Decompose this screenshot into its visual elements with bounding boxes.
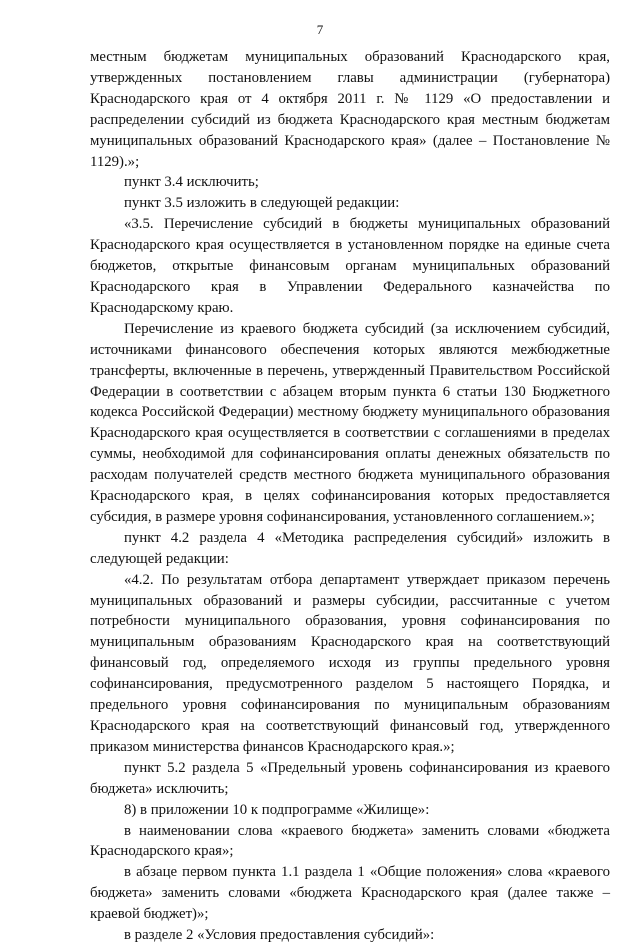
- paragraph-item-4-2-text: «4.2. По результатам отбора департамент утверждает приказом перечень муниципальных образований и размеры субсидии, рассчитанные с учетом потребности муниципального образования, уровня софинансирования по муниципальным образованиям Краснодарского края на соответствующий финансовый год, определяемого исходя из группы предельного уровня софинансирования, предусмотренного разделом 5 настоящего Порядка, и предельного уровня софинансирования по муниципальным образованиям Краснодарского края на соответствующий финансовый год, утвержденного приказом министерства финансов Краснодарского края.»;: [90, 571, 610, 755]
- paragraph-section-2: в разделе 2 «Условия предоставления субсидий»:: [124, 927, 435, 944]
- paragraph-transfer-rules: Перечисление из краевого бюджета субсидий (за исключением субсидий, источниками финансового обеспечения которых являются межбюджетные трансферты, включенные в перечень, утвержденный Правительством Российской Федерации в соответствии с абзацем вторым пункта 6 статьи 130 Бюджетного кодекса Российской Федерации) местному бюджету муниципального образования Краснодарского края осуществляется в соответствии с соглашениями в пределах суммы, необходимой для софинансирования оплаты денежных обязательств по расходам получателей средств местного бюджета муниципального образования Краснодарского края, в целях софинансирования которых предоставляется субсидия, в размере уровня софинансирования, установленного соглашением.»;: [90, 320, 610, 525]
- paragraph-appendix-10: 8) в приложении 10 к подпрограмме «Жилище»:: [124, 801, 430, 818]
- paragraph-item-1-1: в абзаце первом пункта 1.1 раздела 1 «Общие положения» слова «краевого бюджета» заменить словами «бюджета Краснодарского края (далее также – краевой бюджет)»;: [90, 864, 610, 923]
- paragraph-item-3-5-intro: пункт 3.5 изложить в следующей редакции:: [124, 195, 400, 212]
- paragraph-title-change: в наименовании слова «краевого бюджета» заменить словами «бюджета Краснодарского края»;: [90, 822, 610, 860]
- paragraph-item-4-2-intro: пункт 4.2 раздела 4 «Методика распределения субсидий» изложить в следующей редакции:: [90, 529, 610, 567]
- paragraph-item-3-4: пункт 3.4 исключить;: [124, 174, 259, 191]
- paragraph-continuation: местным бюджетам муниципальных образований Краснодарского края, утвержденных постановлением главы администрации (губернатора) Краснодарского края от 4 октября 2011 г. № 1129 «О предоставлении и распределении субсидий из бюджета Краснодарского края местным бюджетам муниципальных образований Краснодарского края» (далее – Постановление № 1129).»;: [90, 49, 610, 170]
- page-number: 7: [316, 22, 324, 37]
- document-body: [90, 47, 610, 946]
- paragraph-item-5-2: пункт 5.2 раздела 5 «Предельный уровень софинансирования из краевого бюджета» исключить;: [90, 759, 610, 797]
- paragraph-item-3-5-text: «3.5. Перечисление субсидий в бюджеты муниципальных образований Краснодарского края осуществляется в установленном порядке на единые счета бюджетов, открытые финансовым органам муниципальных образований Краснодарского края в Управлении Федерального казначейства по Краснодарскому краю.: [90, 216, 610, 316]
